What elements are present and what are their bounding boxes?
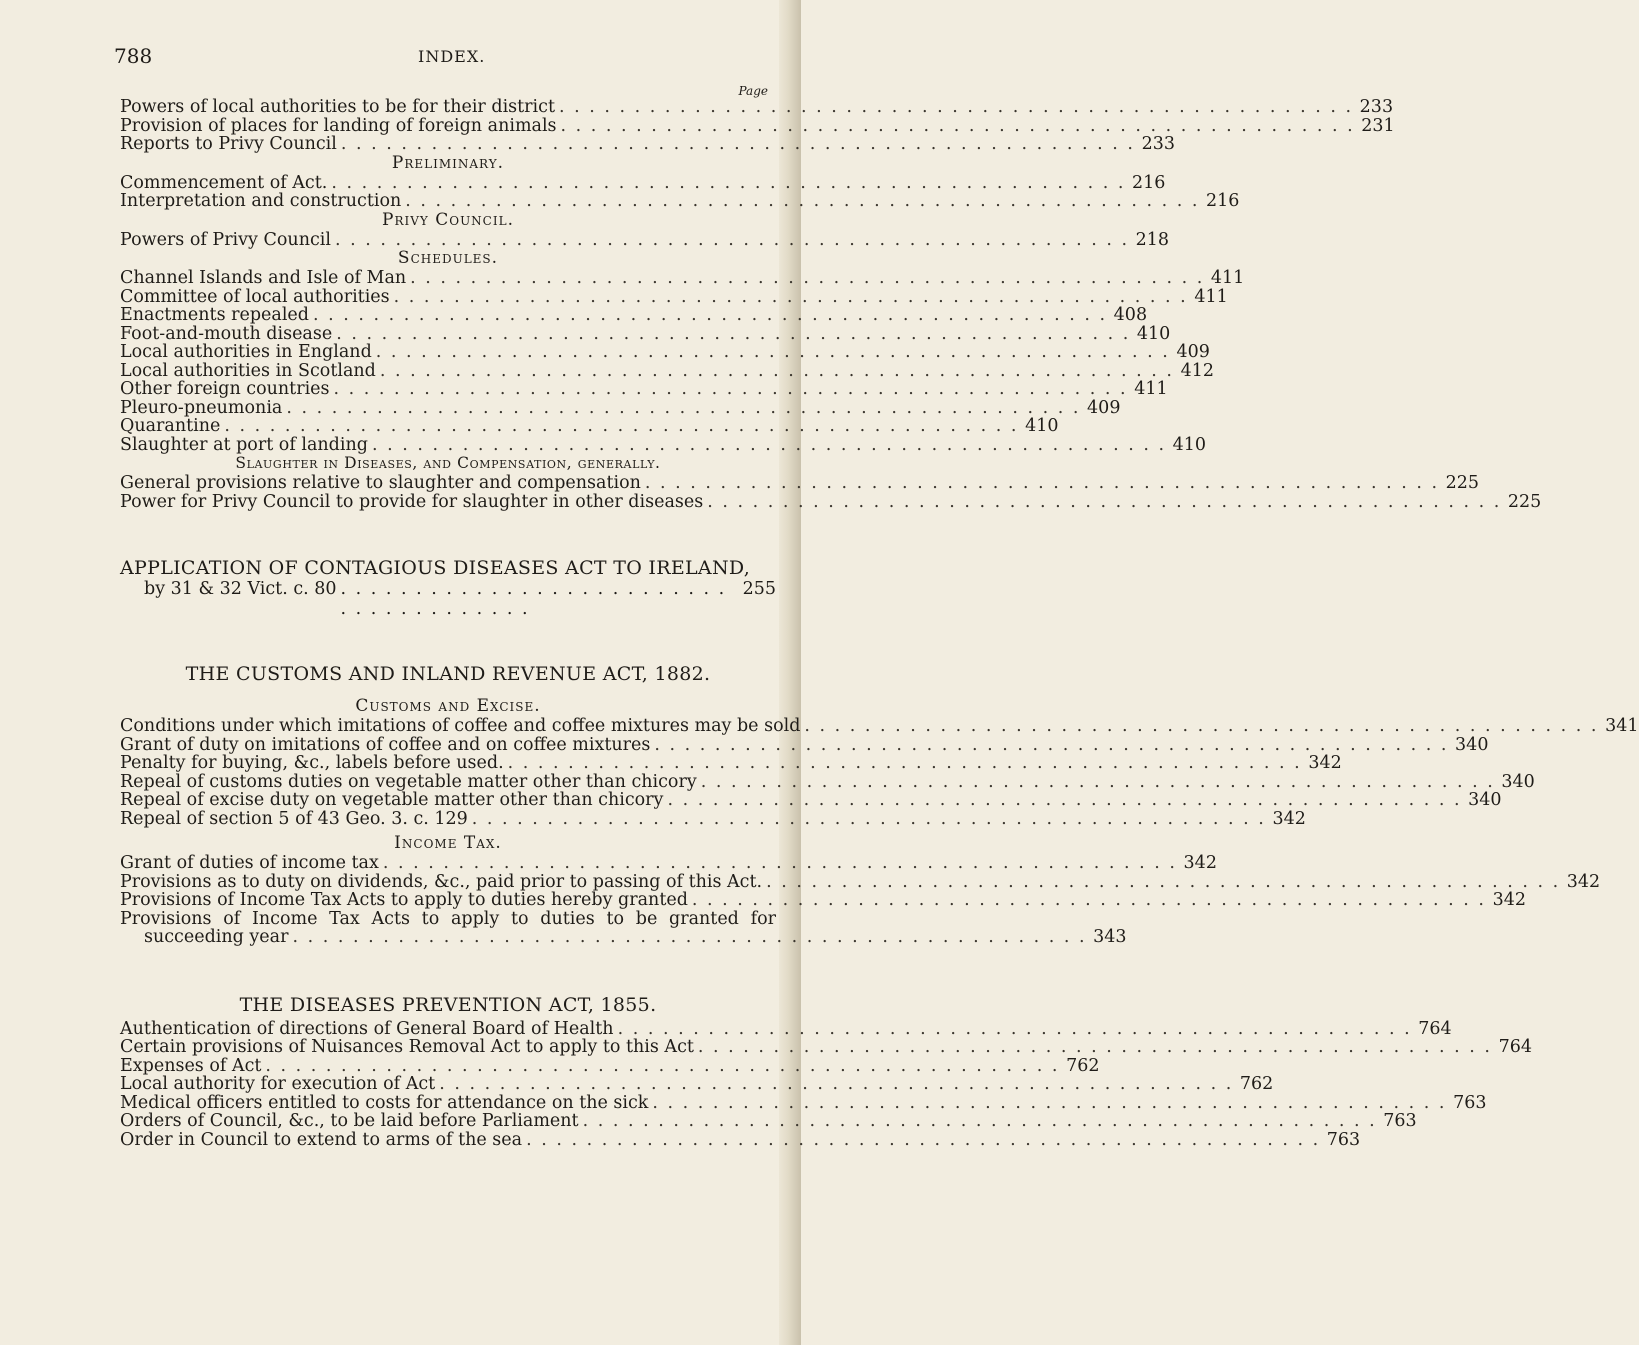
index-entry: Foot-and-mouth disease . . . 410: [120, 325, 776, 344]
index-entry: Commencement of Act. . . . 216: [120, 174, 776, 193]
index-entry: Provision of places for landing of foreign animals . . . 231: [120, 117, 776, 136]
section-heading: Preliminary.: [391, 152, 505, 173]
index-entry: Other foreign countries . . . 411: [120, 380, 776, 399]
index-entry: Repeal of excise duty on vegetable matter other than chicory . . . 340: [120, 791, 776, 810]
index-entry: Medical officers entitled to costs for attendance on the sick . . . 763: [120, 1094, 776, 1113]
diseases-act-section: [120, 993, 1532, 1150]
index-entry: Expenses of Act . . . 762: [120, 1057, 776, 1076]
index-entry: Provisions as to duty on dividends, &c., paid prior to passing of this Act. . . . 342: [120, 873, 776, 892]
index-entry: Authentication of directions of General Board of Health . . . 764: [120, 1020, 776, 1039]
index-entry: Committee of local authorities . . . 411: [120, 288, 776, 307]
index-entry: Interpretation and construction . . . 216: [120, 192, 776, 211]
index-entry: Reports to Privy Council . . . 233: [120, 135, 776, 154]
act-subtitle-entry: by 31 & 32 Vict. c. 80 . . . 255: [120, 579, 776, 619]
index-entry: Provisions of Income Tax Acts to apply to duties hereby granted . . . 342: [120, 891, 776, 910]
page-number: 788: [114, 44, 153, 68]
ireland-act-section: [120, 557, 776, 619]
index-entry: Local authorities in Scotland . . . 412: [120, 362, 776, 381]
section-heading: Schedules.: [397, 248, 499, 268]
act-title: THE DISEASES PREVENTION ACT, 1855.: [239, 993, 657, 1016]
index-entry: Local authority for execution of Act . . . 762: [120, 1075, 776, 1094]
index-entry: Order in Council to extend to arms of the sea . . . 763: [120, 1131, 776, 1150]
page-header: [0, 44, 801, 74]
index-entry-continuation: succeeding year . . . 343: [120, 928, 776, 947]
index-entry: Grant of duty on imitations of coffee and on coffee mixtures . . . 340: [120, 736, 776, 755]
index-entry: Channel Islands and Isle of Man . . . 411: [120, 269, 776, 288]
index-entry: Local authorities in England . . . 409: [120, 343, 776, 362]
index-entry: Pleuro-pneumonia . . . 409: [120, 399, 776, 418]
index-entry: Powers of local authorities to be for their district . . . 233: [120, 98, 776, 117]
index-entry: Penalty for buying, &c., labels before used. . . . 342: [120, 754, 776, 773]
act-title: APPLICATION OF CONTAGIOUS DISEASES ACT TO IRELAND,: [120, 557, 751, 579]
index-entry: Powers of Privy Council . . . 218: [120, 231, 776, 250]
index-block-1: [120, 97, 1395, 154]
section-heading: Slaughter in Diseases, and Compensation, generally.: [235, 454, 661, 472]
index-entry: Repeal of customs duties on vegetable matter other than chicory . . . 340: [120, 773, 776, 792]
index-entry: General provisions relative to slaughter and compensation . . . 225: [120, 474, 776, 493]
page-column-label: Page: [738, 84, 768, 98]
index-entry: Repeal of section 5 of 43 Geo. 3. c. 129 . . . 342: [120, 810, 776, 829]
act-title: THE CUSTOMS AND INLAND REVENUE ACT, 1882.: [185, 663, 711, 685]
section-heading: Customs and Excise.: [355, 696, 541, 716]
index-entry: Orders of Council, &c., to be laid before Parliament . . . 763: [120, 1112, 776, 1131]
customs-act-section: [120, 663, 1639, 947]
running-title: INDEX.: [418, 47, 486, 66]
index-entry: Grant of duties of income tax . . . 342: [120, 854, 776, 873]
index-entry: Conditions under which imitations of coffee and coffee mixtures may be sold . . . 341: [120, 717, 776, 736]
section-heading: Income Tax.: [394, 833, 502, 853]
section-heading: Privy Council.: [382, 209, 514, 230]
index-entry: Certain provisions of Nuisances Removal Act to apply to this Act . . . 764: [120, 1038, 776, 1057]
index-entry-wrapped-line: Provisions of Income Tax Acts to apply to duties to be granted for: [120, 908, 776, 929]
index-entry: Slaughter at port of landing . . . 410: [120, 436, 776, 455]
index-entry: Power for Privy Council to provide for slaughter in other diseases . . . 225: [120, 493, 776, 512]
index-content: [120, 84, 1639, 1150]
index-entry: Quarantine . . . 410: [120, 417, 776, 436]
index-entry: Enactments repealed . . . 408: [120, 306, 776, 325]
